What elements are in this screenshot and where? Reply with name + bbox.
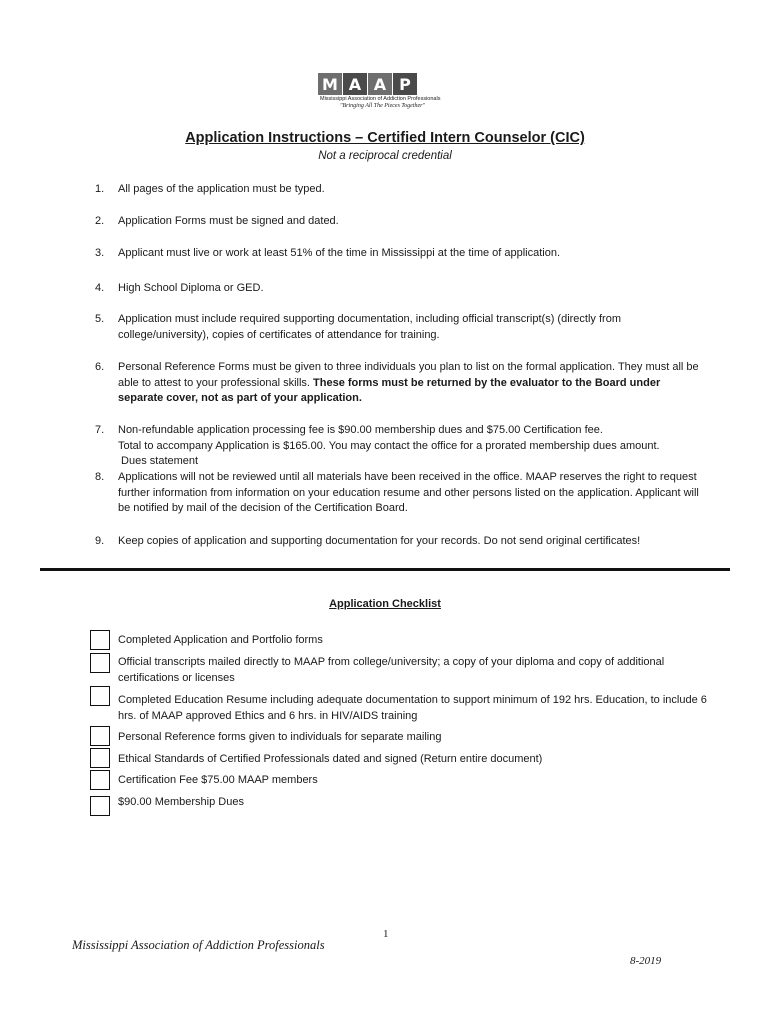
logo-letters	[318, 72, 463, 96]
page-title: Application Instructions – Certified Intern Counselor (CIC)	[185, 130, 585, 146]
item-text: Applicant must live or work at least 51% of the time in Mississippi at the time of application.	[118, 247, 561, 259]
checklist-item: Completed Application and Portfolio forms	[118, 634, 323, 646]
item-number: 5.	[95, 313, 105, 325]
page-subtitle: Not a reciprocal credential	[318, 150, 452, 162]
logo-letter: P	[393, 73, 417, 95]
logo-letter: A	[368, 73, 392, 95]
checklist-checkbox[interactable]	[90, 770, 110, 790]
item-text-bold: These forms must be returned by the evaluator to the Board under separate cover, not as part of your application.	[118, 376, 661, 404]
checklist-item: $90.00 Membership Dues	[118, 796, 244, 808]
item-text: All pages of the application must be typed.	[118, 183, 325, 195]
page-number: 1	[383, 928, 389, 940]
item-text-regular: Personal Reference Forms must be given to three individuals you plan to list on the formal application. They must all be able to attest to your professional skills.	[118, 361, 699, 389]
item-text-line: Total to accompany Application is $165.00. You may contact the office for a prorated membership dues amount.	[118, 439, 660, 452]
item-text: Application Forms must be signed and dated.	[118, 215, 339, 227]
item-text: Applications will not be reviewed until all materials have been received in the office. MAAP reserves the right to request further information from information on your education resume and other persons listed on the application. Applicant will be notified by mail of the decision of the Certification Board.	[118, 471, 699, 514]
item-text-line: Dues statement	[118, 455, 199, 467]
checklist-item: Completed Education Resume including adequate documentation to support minimum of 192 hrs. Education, to include 6 hrs. of MAAP approved Ethics and 6 hrs. in HIV/AIDS training	[118, 694, 707, 722]
item-number: 3.	[95, 247, 105, 259]
checklist-checkbox[interactable]	[90, 748, 110, 768]
checklist-checkbox[interactable]	[90, 796, 110, 816]
maap-logo	[318, 72, 463, 120]
section-divider	[40, 568, 730, 571]
checklist-checkbox[interactable]	[90, 726, 110, 746]
logo-letter: M	[318, 73, 342, 95]
footer-org: Mississippi Association of Addiction Professionals	[72, 938, 325, 952]
checklist-checkbox[interactable]	[90, 686, 110, 706]
logo-subtitle: Mississippi Association of Addiction Professionals	[320, 96, 441, 102]
logo-letter: A	[343, 73, 367, 95]
item-number: 7.	[95, 424, 105, 436]
item-number: 1.	[95, 183, 105, 195]
item-number: 9.	[95, 535, 105, 547]
item-text	[118, 423, 703, 470]
item-text: High School Diploma or GED.	[118, 282, 264, 294]
item-text-line: Non-refundable application processing fee is $90.00 membership dues and $75.00 Certification fee.	[118, 424, 603, 436]
item-text: Keep copies of application and supporting documentation for your records. Do not send original certificates!	[118, 535, 641, 547]
checklist-item: Ethical Standards of Certified Professionals dated and signed (Return entire document)	[118, 753, 543, 765]
footer-date: 8-2019	[630, 955, 662, 967]
item-text	[118, 360, 703, 407]
checklist-checkbox[interactable]	[90, 653, 110, 673]
item-number: 4.	[95, 282, 105, 294]
checklist-item: Certification Fee $75.00 MAAP members	[118, 774, 318, 786]
checklist-item: Personal Reference forms given to individuals for separate mailing	[118, 731, 442, 743]
checklist-item: Official transcripts mailed directly to MAAP from college/university; a copy of your diploma and copy of additional certifications or licenses	[118, 656, 665, 684]
checklist-checkbox[interactable]	[90, 630, 110, 650]
item-number: 8.	[95, 471, 105, 483]
item-number: 2.	[95, 215, 105, 227]
logo-tagline: "Bringing All The Pieces Together"	[340, 103, 426, 109]
item-text: Application must include required supporting documentation, including official transcript(s) (directly from college/university), copies of certificates of attendance for training.	[118, 313, 621, 341]
checklist-title: Application Checklist	[329, 598, 441, 610]
item-number: 6.	[95, 361, 105, 373]
